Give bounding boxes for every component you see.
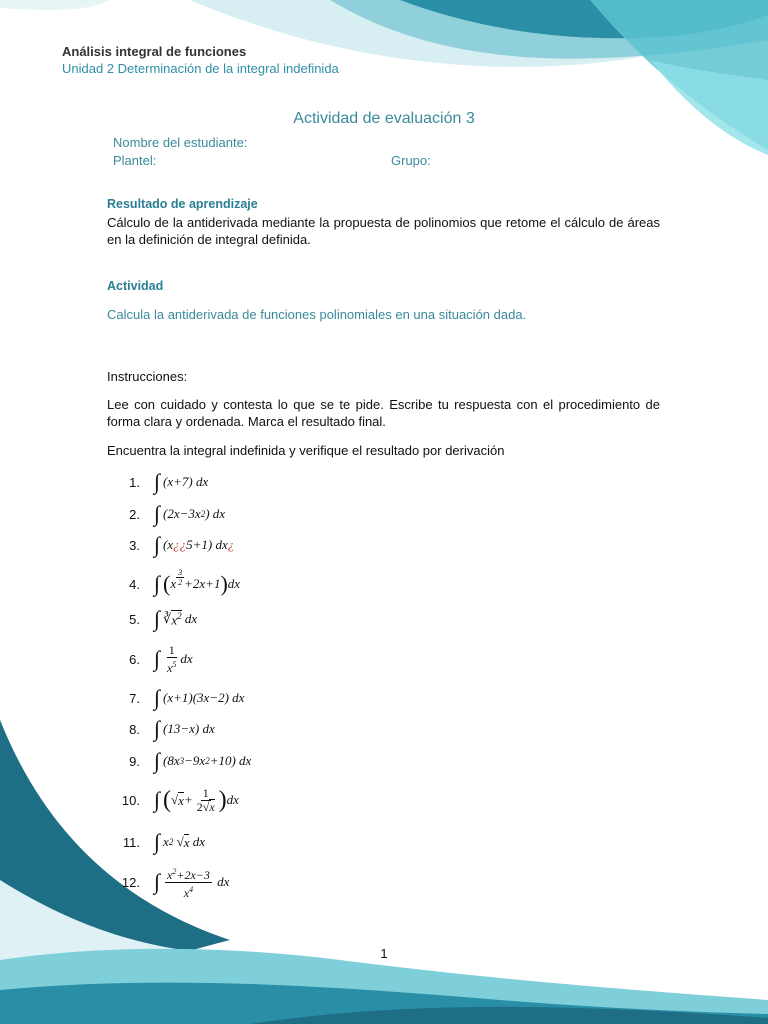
integral-symbol-icon: ∫ (154, 787, 161, 812)
problem-number: 2. (129, 506, 140, 522)
problem-number: 7. (129, 690, 140, 706)
problem-formula: ∫ ( x $\frac{3}{2}$ +2x+1 ) dx (154, 567, 241, 596)
integral-symbol-icon: ∫ (154, 532, 161, 557)
problem-formula: ∫ (13−x) dx (154, 716, 215, 741)
problem-formula: ∫ $\frac{1}{x^5}$ dx (154, 642, 193, 675)
problem-formula: ∫ ( √ x + $\frac{1}{2√x}$ ) dx (154, 785, 239, 814)
problem-number: 11. (122, 834, 140, 850)
document-title: Actividad de evaluación 3 (293, 110, 475, 127)
problem-formula: ∫ (2x−3x 2 ) dx (154, 501, 226, 526)
integral-symbol-icon: ∫ (154, 501, 161, 526)
integral-symbol-icon: ∫ (154, 869, 161, 894)
instructions-heading: Instrucciones: (107, 369, 188, 384)
problem-number: 10. (121, 792, 140, 808)
problem-number: 8. (129, 721, 140, 737)
group-field: Grupo: (391, 153, 431, 168)
problem-formula: ∫ ∛ $x^2$ dx (154, 606, 198, 631)
activity-text: Calcula la antiderivada de funciones polinomiales en una situación dada. (107, 307, 527, 322)
integral-symbol-icon: ∫ (154, 716, 161, 741)
integral-symbol-icon: ∫ (154, 748, 161, 773)
instructions-prompt: Encuentra la integral indefinida y verifique el resultado por derivación (107, 443, 505, 458)
learning-text: Cálculo de la antiderivada mediante la propuesta de polinomios que retome el cálculo de áreas en la definición de integral definida. (107, 215, 660, 247)
unit-subtitle: Unidad 2 Determinación de la integral indefinida (62, 61, 339, 76)
integral-symbol-icon: ∫ (154, 685, 161, 710)
problem-number: 12. (121, 874, 140, 890)
problem-formula: ∫ x 2 √ x dx (154, 829, 206, 854)
problem-formula: ∫ (x+1)(3x−2) dx (154, 685, 245, 710)
integral-symbol-icon: ∫ (154, 571, 161, 596)
problem-number: 3. (129, 537, 140, 553)
problem-formula: ∫ (x ¿¿ 5+1) dx ¿ (154, 532, 235, 557)
integral-symbol-icon: ∫ (154, 646, 161, 671)
student-name-field: Nombre del estudiante: (113, 135, 248, 150)
instructions-text: Lee con cuidado y contesta lo que se te pide. Escribe tu respuesta con el procedimiento de forma clara y ordenada. Marca el resultado final. (107, 397, 660, 429)
activity-heading: Actividad (107, 279, 164, 293)
learning-heading: Resultado de aprendizaje (107, 197, 258, 211)
integral-symbol-icon: ∫ (154, 469, 161, 494)
school-field: Plantel: (113, 153, 157, 168)
problem-formula: ∫ (8x 3 −9x 2 +10) dx (154, 748, 252, 773)
problem-formula: ∫ $\frac{x^2+2x-3}{x^4}$ dx (154, 866, 230, 900)
integral-symbol-icon: ∫ (154, 606, 161, 631)
problem-number: 4. (129, 576, 140, 592)
course-title: Análisis integral de funciones (62, 44, 247, 59)
problem-number: 1. (129, 474, 140, 490)
problem-number: 6. (129, 651, 140, 667)
problem-number: 9. (129, 753, 140, 769)
problem-formula: ∫ (x+7) dx (154, 469, 209, 494)
integral-symbol-icon: ∫ (154, 829, 161, 854)
problem-number: 5. (129, 611, 140, 627)
page-number: 1 (380, 946, 388, 961)
